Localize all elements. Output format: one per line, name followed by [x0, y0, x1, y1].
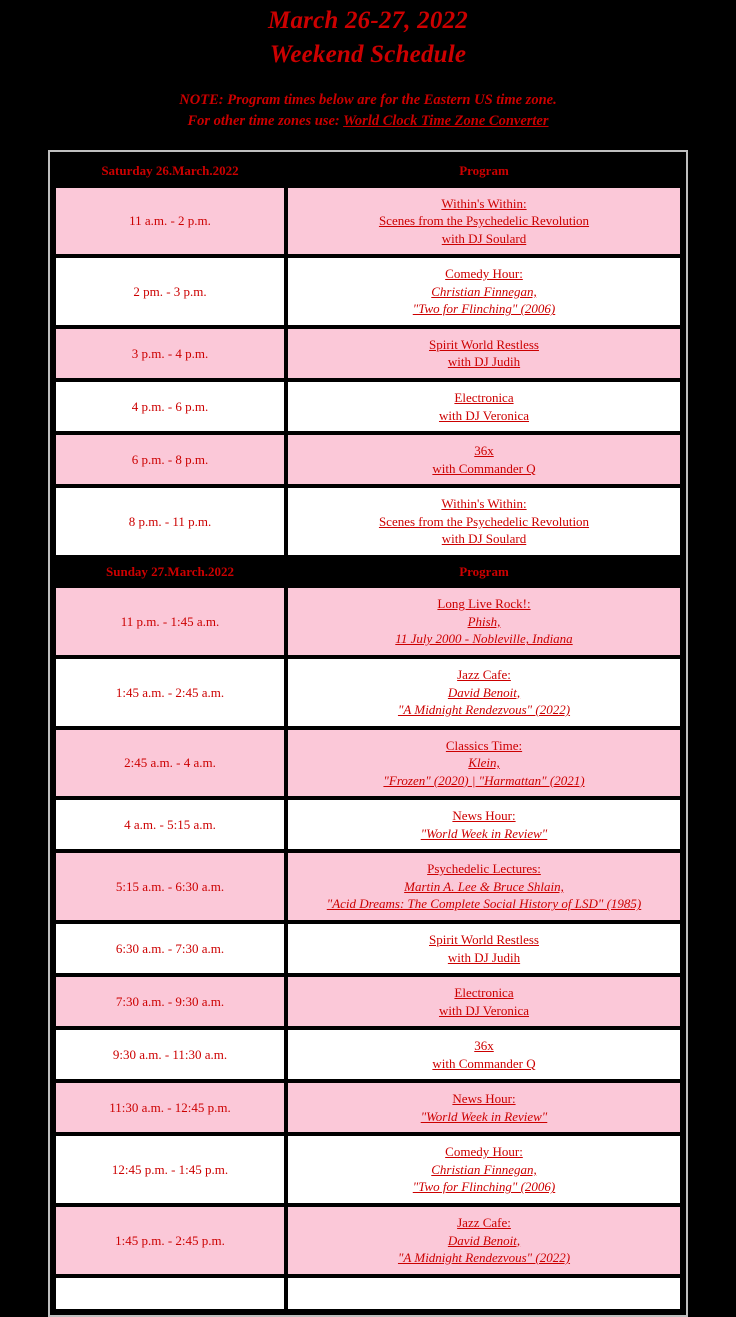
program-link[interactable]: Spirit World Restless — [429, 931, 539, 947]
table-row — [55, 328, 681, 379]
program-link[interactable]: Comedy Hour: — [445, 266, 523, 282]
program-link[interactable]: "A Midnight Rendezvous" (2022) — [397, 1250, 571, 1266]
program-detail-cell — [287, 328, 681, 379]
program-link[interactable]: with DJ Veronica — [438, 407, 530, 423]
table-row — [55, 1082, 681, 1133]
program-time: 3 p.m. - 4 p.m. — [131, 345, 209, 361]
program-link[interactable]: with DJ Judih — [447, 949, 521, 965]
program-time: 1:45 p.m. - 2:45 p.m. — [115, 1232, 225, 1248]
program-time-cell — [55, 729, 285, 798]
program-time: 5:15 a.m. - 6:30 a.m. — [115, 878, 225, 894]
program-link[interactable]: David Benoit, — [447, 684, 521, 700]
table-row — [55, 729, 681, 798]
program-time: 1:45 a.m. - 2:45 a.m. — [115, 684, 225, 700]
program-detail-cell — [287, 187, 681, 256]
program-time-cell — [55, 852, 285, 921]
program-time: 4 a.m. - 5:15 a.m. — [124, 817, 216, 833]
schedule-table — [53, 155, 683, 1312]
program-detail-cell — [287, 381, 681, 432]
program-link[interactable]: "Two for Flinching" (2006) — [412, 1179, 556, 1195]
timezone-note — [0, 90, 736, 132]
program-link[interactable]: Within's Within: — [441, 496, 527, 512]
program-time-cell — [55, 923, 285, 974]
program-link[interactable]: Psychedelic Lectures: — [427, 861, 541, 877]
table-row — [55, 1135, 681, 1204]
program-time: 12:45 p.m. - 1:45 p.m. — [111, 1161, 229, 1177]
program-time-cell — [55, 1206, 285, 1275]
program-link[interactable]: "A Midnight Rendezvous" (2022) — [397, 702, 571, 718]
table-row — [55, 381, 681, 432]
program-link[interactable]: Spirit World Restless — [429, 336, 539, 352]
program-link[interactable]: "Frozen" (2020) | "Harmattan" (2021) — [383, 772, 585, 788]
program-link[interactable]: with DJ Veronica — [438, 1002, 530, 1018]
program-link[interactable]: Long Live Rock!: — [437, 596, 531, 612]
table-row — [55, 487, 681, 556]
table-row — [55, 587, 681, 656]
table-row — [55, 658, 681, 727]
day-header-row — [55, 558, 681, 586]
program-detail-cell — [287, 923, 681, 974]
program-time: 11 a.m. - 2 p.m. — [129, 213, 211, 229]
program-time: 2 pm. - 3 p.m. — [133, 283, 207, 299]
table-row — [55, 852, 681, 921]
program-link[interactable]: David Benoit, — [447, 1232, 521, 1248]
program-link[interactable]: News Hour: — [452, 808, 516, 824]
program-time-cell — [55, 658, 285, 727]
program-time-cell — [55, 381, 285, 432]
program-time-cell — [55, 1277, 285, 1311]
program-detail-cell — [287, 587, 681, 656]
program-link[interactable]: Christian Finnegan, — [431, 283, 537, 299]
program-time-cell — [55, 187, 285, 256]
table-row — [55, 1206, 681, 1275]
program-time-cell — [55, 799, 285, 850]
program-link[interactable]: Martin A. Lee & Bruce Shlain, — [404, 878, 564, 894]
program-time-cell — [55, 328, 285, 379]
program-link[interactable]: with DJ Soulard — [441, 531, 527, 547]
program-link[interactable]: "Acid Dreams: The Complete Social History of LSD" (1985) — [326, 896, 642, 912]
timezone-note-line-2 — [0, 111, 736, 132]
table-row — [55, 1029, 681, 1080]
program-time: 11:30 a.m. - 12:45 p.m. — [109, 1100, 231, 1116]
program-link[interactable]: Scenes from the Psychedelic Revolution — [378, 213, 590, 229]
program-time: 6:30 a.m. - 7:30 a.m. — [115, 940, 225, 956]
program-link[interactable]: 36x — [474, 443, 494, 459]
program-link[interactable]: "World Week in Review" — [420, 825, 548, 841]
program-detail-cell — [287, 257, 681, 326]
program-detail-cell — [287, 1029, 681, 1080]
program-link[interactable]: Comedy Hour: — [445, 1144, 523, 1160]
program-time-cell — [55, 487, 285, 556]
program-time-cell — [55, 434, 285, 485]
program-time-cell — [55, 257, 285, 326]
program-link[interactable]: Phish, — [467, 613, 501, 629]
program-link[interactable]: Jazz Cafe: — [457, 1215, 511, 1230]
program-link[interactable]: Christian Finnegan, — [431, 1161, 537, 1177]
page-header — [0, 0, 736, 132]
program-detail-cell — [287, 1206, 681, 1275]
program-detail-cell — [287, 976, 681, 1027]
program-detail-cell — [287, 729, 681, 798]
program-link[interactable]: Scenes from the Psychedelic Revolution — [378, 513, 590, 529]
program-time: 8 p.m. - 11 p.m. — [128, 513, 212, 529]
program-link[interactable]: Electronica — [454, 985, 514, 1001]
day-header-label: Sunday 27.March.2022 — [55, 558, 285, 586]
table-row — [55, 976, 681, 1027]
program-time-cell — [55, 1135, 285, 1204]
schedule-table-container — [48, 150, 688, 1317]
program-link[interactable]: 36x — [474, 1038, 494, 1054]
page-title-line-2: Weekend Schedule — [269, 41, 467, 68]
program-time-cell — [55, 587, 285, 656]
program-detail-cell — [287, 1082, 681, 1133]
program-time: 6 p.m. - 8 p.m. — [131, 451, 209, 467]
program-detail-cell — [287, 658, 681, 727]
table-row — [55, 434, 681, 485]
program-time-cell — [55, 1082, 285, 1133]
program-link[interactable]: Klein, — [468, 755, 500, 771]
day-header-label: Saturday 26.March.2022 — [55, 157, 285, 185]
table-row — [55, 1277, 681, 1311]
program-link[interactable]: Within's Within: — [441, 195, 527, 211]
world-clock-link[interactable]: World Clock Time Zone Converter — [343, 113, 549, 130]
program-time-cell — [55, 976, 285, 1027]
program-link[interactable]: Jazz Cafe: — [457, 666, 511, 682]
timezone-note-prefix: For other time zones use: — [187, 113, 344, 130]
timezone-note-line-1: NOTE: Program times below are for the Eastern US time zone. — [179, 92, 557, 108]
program-time: 9:30 a.m. - 11:30 a.m. — [112, 1046, 228, 1062]
table-row — [55, 257, 681, 326]
program-detail-cell — [287, 434, 681, 485]
program-detail-cell — [287, 1277, 681, 1311]
program-time: 2:45 a.m. - 4 a.m. — [124, 755, 216, 771]
program-link[interactable]: Classics Time: — [445, 737, 523, 753]
program-link[interactable]: News Hour: — [452, 1091, 516, 1107]
program-detail-cell — [287, 1135, 681, 1204]
program-column-header: Program — [287, 558, 681, 586]
table-row — [55, 187, 681, 256]
program-link[interactable]: 11 July 2000 - Nobleville, Indiana — [395, 631, 573, 647]
program-detail-cell — [287, 487, 681, 556]
table-row — [55, 923, 681, 974]
program-link[interactable]: with Commander Q — [432, 460, 536, 476]
table-row — [55, 799, 681, 850]
program-column-header: Program — [287, 157, 681, 185]
program-detail-cell — [287, 799, 681, 850]
program-link[interactable]: "World Week in Review" — [420, 1108, 548, 1124]
page-title-line-1: March 26-27, 2022 — [268, 7, 468, 34]
program-time: 11 p.m. - 1:45 a.m. — [120, 613, 220, 629]
program-time-cell — [55, 1029, 285, 1080]
day-header-row — [55, 157, 681, 185]
program-link[interactable]: Electronica — [454, 389, 514, 405]
program-time: 4 p.m. - 6 p.m. — [131, 398, 209, 414]
program-link[interactable]: with DJ Soulard — [441, 230, 527, 246]
program-link[interactable]: with DJ Judih — [447, 354, 521, 370]
program-link[interactable]: with Commander Q — [432, 1055, 536, 1071]
program-link[interactable]: "Two for Flinching" (2006) — [412, 301, 556, 317]
program-time: 7:30 a.m. - 9:30 a.m. — [115, 993, 225, 1009]
program-detail-cell — [287, 852, 681, 921]
